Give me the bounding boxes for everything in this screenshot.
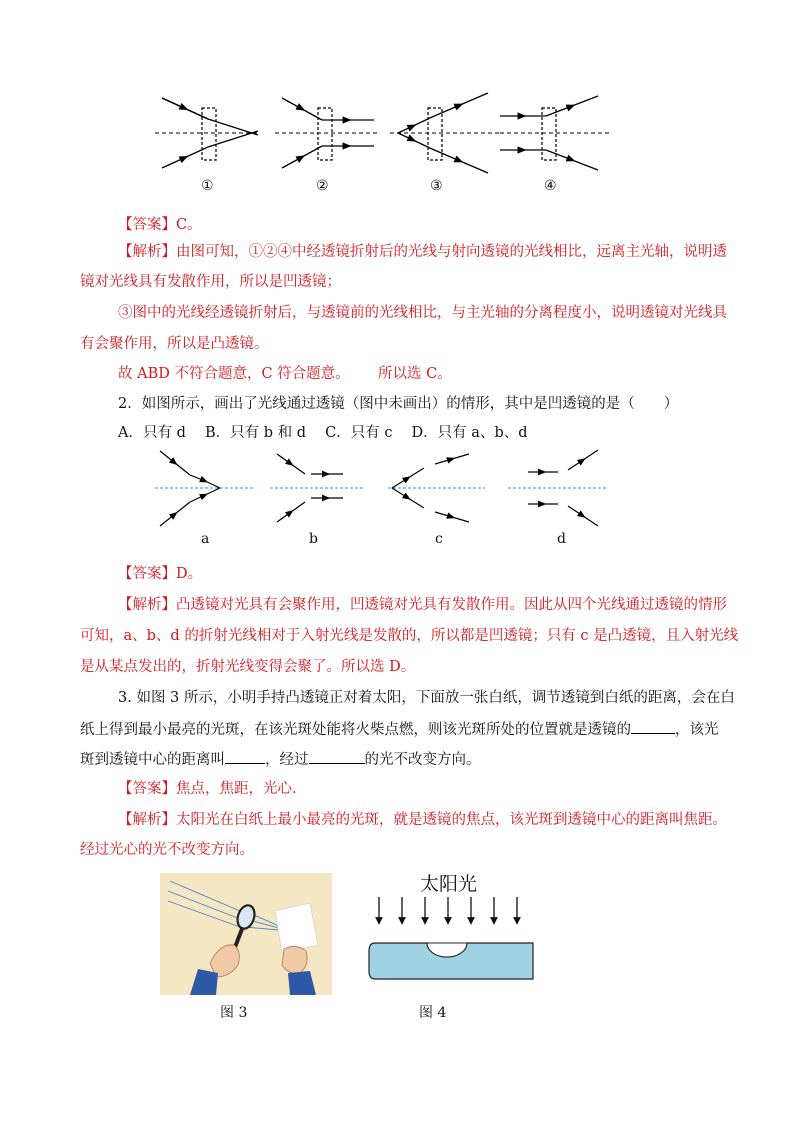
q1-analysis-line-4: 有会聚作用，所以是凸透镜。	[80, 336, 269, 352]
q2-analysis-line-2: 可知，a、b、d 的折射光线相对于入射光线是发散的，所以都是凹透镜；只有 c 是凸透镜，且入射光线	[80, 628, 739, 644]
figure-4-title: 太阳光	[420, 873, 478, 895]
figure-2-label-b: b	[309, 531, 318, 547]
q3-stem-line-1: 3. 如图 3 所示，小明手持凸透镜正对着太阳，下面放一张白纸，调节透镜到白纸的距离，会在白	[118, 690, 735, 706]
q1-analysis-line-2: 镜对光线具有发散作用，所以是凹透镜；	[80, 274, 341, 290]
figure-1-label-1: ①	[201, 178, 214, 194]
lens-diagram-2	[275, 98, 380, 168]
ray-diagram-b	[270, 454, 365, 522]
lens-diagram-4	[500, 96, 610, 170]
figure-4-caption: 图 4	[419, 1005, 447, 1021]
figure-2-label-a: a	[201, 531, 210, 547]
q2-analysis-line-1: 【解析】凸透镜对光具有会聚作用，凹透镜对光具有发散作用。因此从四个光线通过透镜的情形	[118, 597, 727, 613]
figure-3-caption: 图 3	[220, 1005, 248, 1021]
ray-diagram-d	[508, 450, 607, 526]
figure-2-label-c: c	[435, 531, 443, 547]
figure-4-illustration	[365, 895, 537, 995]
q1-analysis-line-5b: 所以选 C。	[378, 366, 452, 382]
q3-answer: 【答案】焦点，焦距，光心.	[118, 781, 297, 797]
q2-stem: 2．如图所示，画出了光线通过透镜（图中未画出）的情形，其中是凹透镜的是（ ）	[118, 396, 679, 412]
q3-stem-line-3	[80, 749, 481, 770]
figure-2-label-d: d	[557, 531, 566, 547]
q1-answer: 【答案】C。	[118, 217, 202, 233]
q3-stem-line-2	[80, 719, 719, 740]
q3-stem-line-2-tail: ，该光	[675, 722, 719, 738]
q3-stem-line-2-text: 纸上得到最小最亮的光斑，在该光斑处能将火柴点燃，则该光斑所处的位置就是透镜的	[80, 722, 631, 738]
q3-stem-line-3-mid: ，经过	[265, 752, 309, 768]
q3-blank-3[interactable]	[309, 749, 365, 764]
figure-3-illustration	[160, 873, 332, 995]
q2-options: A．只有 d B．只有 b 和 d C．只有 c D．只有 a、b、d	[118, 425, 528, 441]
q3-stem-line-3-text: 斑到透镜中心的距离叫	[80, 752, 225, 768]
q2-answer: 【答案】D。	[118, 566, 203, 582]
figure-1-label-3: ③	[430, 178, 443, 194]
q1-analysis-line-5a: 故 ABD 不符合题意，C 符合题意。	[118, 366, 350, 382]
sunlight-arrows	[379, 897, 517, 921]
ray-diagrams-figure-2	[145, 446, 615, 536]
q3-blank-2[interactable]	[225, 749, 265, 764]
ray-diagram-c	[388, 454, 485, 522]
q3-stem-line-3-tail: 的光不改变方向。	[364, 752, 481, 768]
q3-analysis-line-1: 【解析】太阳光在白纸上最小最亮的光斑，就是透镜的焦点，该光斑到透镜中心的距离叫焦距。	[118, 812, 727, 828]
ray-diagram-a	[155, 451, 253, 526]
q2-analysis-line-3: 是从某点发出的，折射光线变得会聚了。所以选 D。	[80, 659, 416, 675]
figure-1-label-4: ④	[544, 178, 557, 194]
lens-diagram-1	[155, 98, 260, 168]
q1-analysis-line-1: 【解析】由图可知，①②④中经透镜折射后的光线与射向透镜的光线相比，远离主光轴，说明透	[118, 244, 727, 260]
q3-analysis-line-2: 经过光心的光不改变方向。	[80, 842, 254, 858]
figure-1-label-2: ②	[316, 178, 329, 194]
lens-diagram-3	[390, 93, 500, 173]
q3-blank-1[interactable]	[631, 719, 675, 734]
q1-analysis-line-3: ③图中的光线经透镜折射后，与透镜前的光线相比，与主光轴的分离程度小，说明透镜对光线具	[118, 305, 727, 321]
